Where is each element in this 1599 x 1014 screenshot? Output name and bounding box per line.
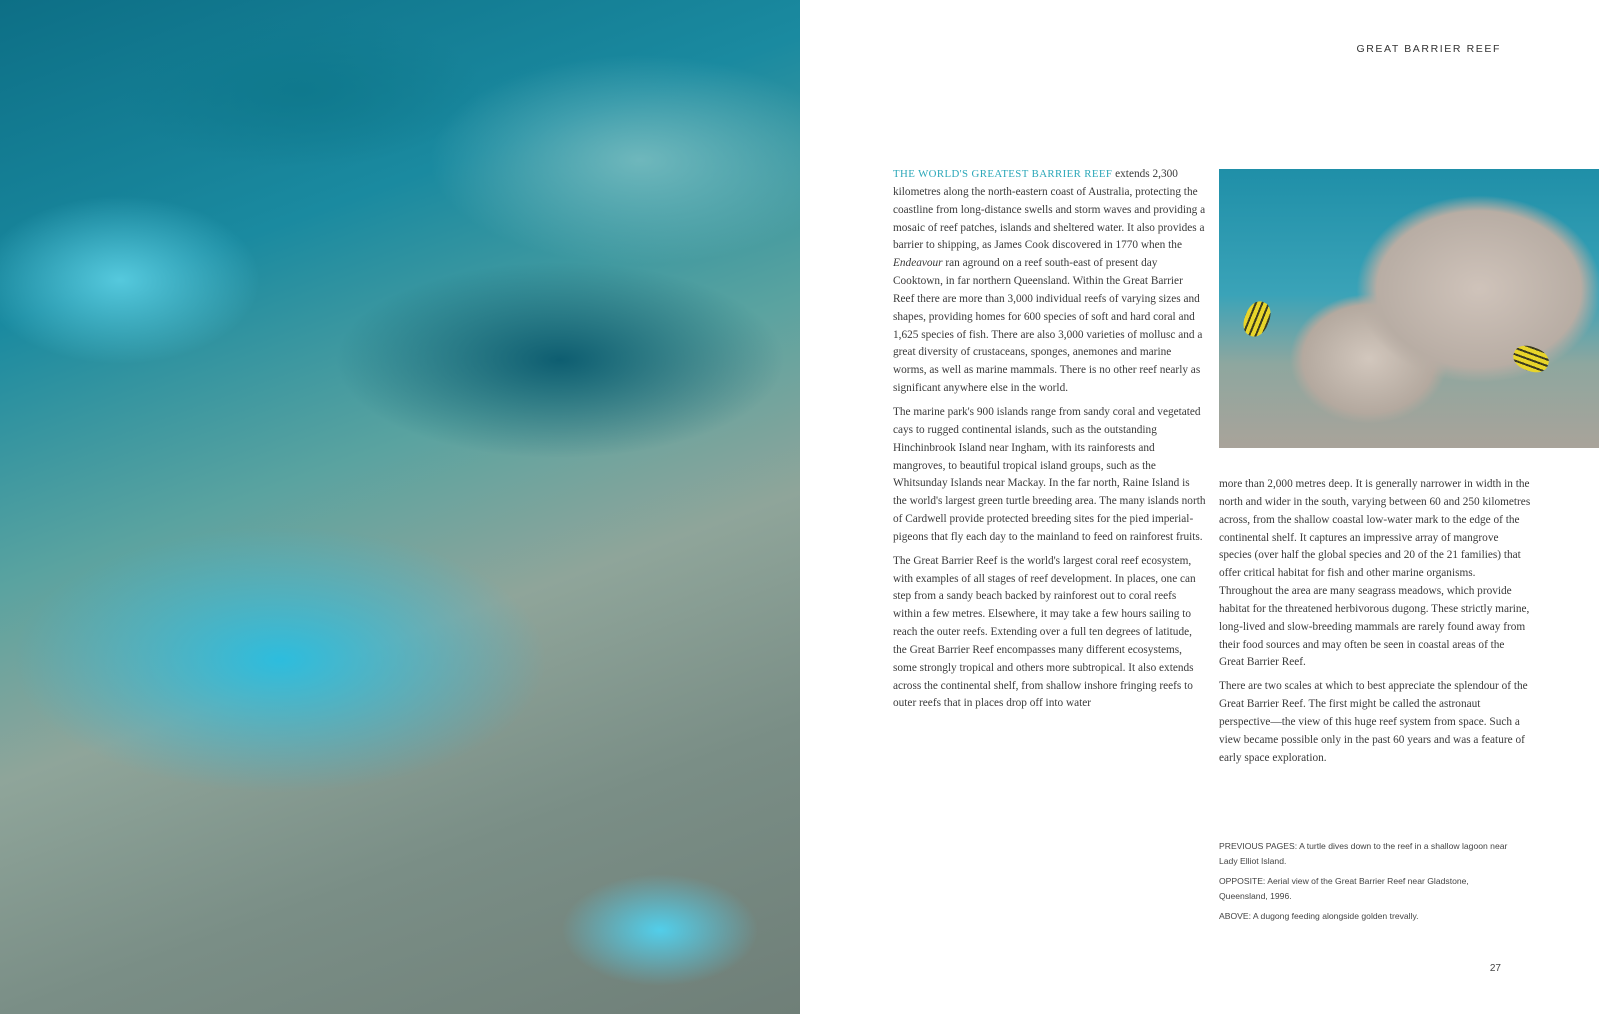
- trevally-fish: [1510, 342, 1552, 377]
- caption-opposite: OPPOSITE: Aerial view of the Great Barrier Reef near Gladstone, Queensland, 1996.: [1219, 876, 1469, 901]
- caption-above: ABOVE: A dugong feeding alongside golden trevally.: [1219, 911, 1419, 921]
- lead-in: THE WORLD'S GREATEST BARRIER REEF: [893, 168, 1113, 180]
- text-column-right: [1219, 476, 1531, 774]
- paragraph-ecosystem: The Great Barrier Reef is the world's largest coral reef ecosystem, with examples of all stages of reef development. In places, one can step from a sandy beach backed by rainforest out to coral reefs within a few metres. Elsewhere, it may take a few hours sailing to reach the outer reefs. Extending over a full ten degrees of latitude, the Great Barrier Reef encompasses many different ecosystems, some strongly tropical and others more subtropical. It also extends across the continental shelf, from shallow inshore fringing reefs to outer reefs that in places drop off into water: [893, 554, 1196, 710]
- caption-previous: PREVIOUS PAGES: A turtle dives down to the reef in a shallow lagoon near Lady Elliot Island.: [1219, 841, 1508, 866]
- paragraph-islands: The marine park's 900 islands range from sandy coral and vegetated cays to rugged continental islands, such as the outstanding Hinchinbrook Island near Ingham, with its rainforests and mangroves, to beautiful tropical island groups, such as the Whitsunday Islands near Mackay. In the far north, Raine Island is the world's largest green turtle breeding area. The many islands north of Cardwell provide protected breeding sites for the pied imperial-pigeons that fly each day to the mainland to feed on rainforest fruits.: [893, 405, 1206, 543]
- text-column-left: [893, 166, 1206, 719]
- photo-captions: [1219, 839, 1509, 930]
- page-number: 27: [1489, 963, 1501, 974]
- paragraph-scales: There are two scales at which to best appreciate the splendour of the Great Barrier Reef. The first might be called the astronaut perspective—the view of this huge reef system from space. Such a view became possible only in the past 60 years and was a feature of early space exploration.: [1219, 680, 1528, 764]
- running-head: GREAT BARRIER REEF: [1356, 43, 1501, 55]
- dugong-photo: [1219, 169, 1599, 448]
- paragraph-intro: THE WORLD'S GREATEST BARRIER REEF extends 2,300 kilometres along the north-eastern coast of Australia, protecting the coastline from long-distance swells and storm waves and providing a mosaic of reef patches, islands and sheltered water. It also provides a barrier to shipping, as James Cook discovered in 1770 when the Endeavour ran aground on a reef south-east of present day Cooktown, in far northern Queensland. Within the Great Barrier Reef there are more than 3,000 individual reefs of varying sizes and shapes, providing homes for 600 species of soft and hard coral and 1,625 species of fish. There are also 3,000 varieties of mollusc and a great diversity of crustaceans, sponges, anemones and marine worms, as well as marine mammals. There is no other reef nearly as significant anywhere else in the world.: [893, 168, 1206, 395]
- paragraph-ecosystem-continued: more than 2,000 metres deep. It is generally narrower in width in the north and wider in the south, varying between 60 and 250 kilometres across, from the shallow coastal low-water mark to the edge of the continental shelf. It captures an impressive array of mangrove species (over half the global species and 20 of the 21 families) that offer critical habitat for fish and other marine organisms. Throughout the area are many seagrass meadows, which provide habitat for the threatened herbivorous dugong. These strictly marine, long-lived and slow-breeding mammals are rarely found away from their food sources and may often be seen in coastal areas of the Great Barrier Reef.: [1219, 478, 1531, 669]
- trevally-fish: [1239, 298, 1275, 340]
